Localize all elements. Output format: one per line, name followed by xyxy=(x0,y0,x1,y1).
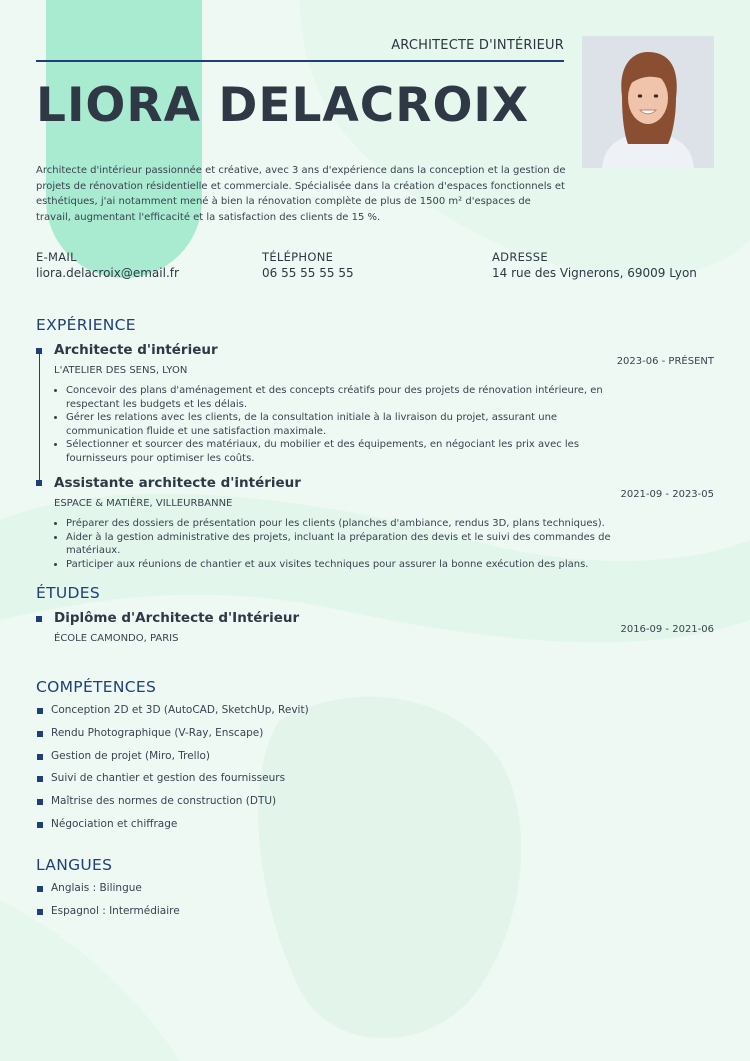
experience-date: 2023-06 - PRÉSENT xyxy=(616,356,714,367)
language-item xyxy=(36,905,180,928)
bullet-item: • Participer aux réunions de chantier et aux visites techniques pour assurer la bonne exécution des plans. xyxy=(66,558,636,572)
phone-value[interactable]: 06 55 55 55 55 xyxy=(262,266,354,280)
phone-label: TÉLÉPHONE xyxy=(262,250,334,264)
skill-item xyxy=(36,772,309,795)
profile-summary: Architecte d'intérieur passionnée et créative, avec 3 ans d'expérience dans la conception et la gestion de projets de rénovation résidentielle et commerciale. Spécialisée dans la création d'espaces fonctionnels et esthétiques, j'ai notamment mené à bien la rénovation complète de plus de 1500 m² d'espaces de travail, augmentant l'efficacité et la satisfaction des clients de 15 %. xyxy=(36,165,566,223)
skill-item xyxy=(36,727,309,750)
bullet-item: • Aider à la gestion administrative des projets, incluant la préparation des devis et le suivi des commandes de matériaux. xyxy=(66,531,636,558)
job-title: ARCHITECTE D'INTÉRIEUR xyxy=(391,38,564,53)
bullet-square-icon xyxy=(37,731,43,737)
skill-item xyxy=(36,750,309,773)
bullet-square-icon xyxy=(37,776,43,782)
profile-photo xyxy=(582,36,714,168)
skill-label: Gestion de projet (Miro, Trello) xyxy=(51,749,211,762)
bullet-square-icon xyxy=(37,886,43,892)
skill-item xyxy=(36,704,309,727)
skills-heading: COMPÉTENCES xyxy=(36,678,157,696)
contact-email xyxy=(36,250,179,280)
experience-date: 2021-09 - 2023-05 xyxy=(620,489,714,500)
skill-label: Négociation et chiffrage xyxy=(51,817,178,830)
bullet-square-icon xyxy=(37,708,43,714)
education-school: ÉCOLE CAMONDO, PARIS xyxy=(54,633,179,644)
education-title: Diplôme d'Architecte d'Intérieur xyxy=(54,610,300,626)
email-label: E-MAIL xyxy=(36,250,77,264)
bullet-square-icon xyxy=(37,754,43,760)
bullet-item: • Gérer les relations avec les clients, de la consultation initiale à la livraison du projet, assurant une communication fluide et une satisfaction maximale. xyxy=(66,411,636,438)
skill-label: Rendu Photographique (V-Ray, Enscape) xyxy=(51,726,264,739)
candidate-name: LIORA DELACROIX xyxy=(36,78,530,133)
skills-list xyxy=(36,704,309,841)
bullet-item: • Concevoir des plans d'aménagement et des concepts créatifs pour des projets de rénovation intérieure, en respectant les budgets et les délais. xyxy=(66,384,636,411)
skill-label: Maîtrise des normes de construction (DTU) xyxy=(51,795,277,808)
experience-bullets xyxy=(54,384,636,466)
experience-heading: EXPÉRIENCE xyxy=(36,316,136,334)
bullet-item: • Préparer des dossiers de présentation pour les clients (planches d'ambiance, rendus 3D, plans techniques). xyxy=(66,517,636,531)
contact-phone xyxy=(262,250,354,280)
address-label: ADRESSE xyxy=(492,250,548,264)
bullet-item: • Sélectionner et sourcer des matériaux, du mobilier et des équipements, en négociant les prix avec les fournisseurs pour optimiser les coûts. xyxy=(66,438,636,465)
timeline-line xyxy=(39,352,41,484)
experience-company: ESPACE & MATIÈRE, VILLEURBANNE xyxy=(54,498,233,509)
address-value: 14 rue des Vignerons, 69009 Lyon xyxy=(492,266,697,280)
bullet-square-icon xyxy=(37,822,43,828)
languages-heading: LANGUES xyxy=(36,856,113,874)
education-heading: ÉTUDES xyxy=(36,584,100,602)
languages-list xyxy=(36,882,180,928)
skill-item xyxy=(36,818,309,841)
education-date: 2016-09 - 2021-06 xyxy=(620,624,714,635)
experience-title: Assistante architecte d'intérieur xyxy=(54,475,301,491)
experience-bullets xyxy=(54,517,636,571)
timeline-marker xyxy=(36,480,42,486)
experience-company: L'ATELIER DES SENS, LYON xyxy=(54,365,188,376)
language-label: Espagnol : Intermédiaire xyxy=(51,904,180,917)
language-item xyxy=(36,882,180,905)
experience-title: Architecte d'intérieur xyxy=(54,342,218,358)
skill-label: Conception 2D et 3D (AutoCAD, SketchUp, Revit) xyxy=(51,704,309,716)
bullet-square-icon xyxy=(37,799,43,805)
email-value[interactable]: liora.delacroix@email.fr xyxy=(36,266,179,280)
bullet-square-icon xyxy=(37,909,43,915)
skill-label: Suivi de chantier et gestion des fournisseurs xyxy=(51,772,286,785)
contact-address xyxy=(492,250,697,280)
language-label: Anglais : Bilingue xyxy=(51,882,142,894)
header-divider xyxy=(36,60,564,62)
timeline-marker xyxy=(36,616,42,622)
skill-item xyxy=(36,795,309,818)
